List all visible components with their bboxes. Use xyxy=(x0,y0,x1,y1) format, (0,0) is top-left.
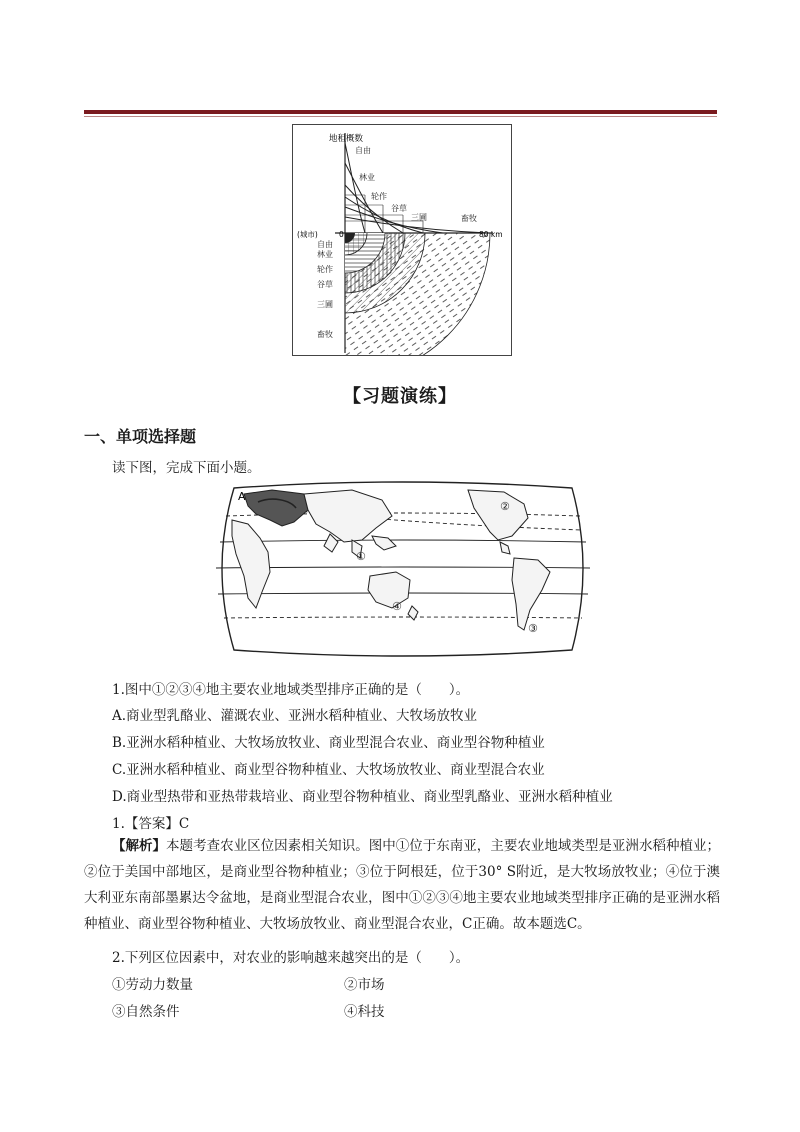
q2-stem: 2.下列区位因素中，对农业的影响越来越突出的是（ ）。 xyxy=(112,950,470,966)
marker-2: ② xyxy=(500,500,510,513)
curve-label-5: 三圃 xyxy=(411,213,427,222)
q1-option-a: A.商业型乳酪业、灌溉农业、亚洲水稻种植业、大牧场放牧业 xyxy=(112,708,478,724)
q1-analysis-text: 本题考查农业区位因素相关知识。图中①位于东南亚，主要农业地域类型是亚洲水稻种植业；②位于美国中部地区，是商业型谷物种植业；③位于阿根廷，位于30° S附近，是大牧场放牧业；④位于澳大利亚东南部墨累达令盆地，是商业型混合农业，图中①②③④地主要农业地域类型排序正确的是亚洲水稻种植业、商业型谷物种植业、大牧场放牧业、商业型混合农业，C正确。故本题选C。 xyxy=(84,838,721,932)
q2-option-4: ④科技 xyxy=(344,1004,385,1020)
y-axis-label: 地租概数 xyxy=(329,134,364,144)
curve-labels xyxy=(355,145,477,223)
thunen-diagram xyxy=(292,124,512,356)
zone-label-4: 谷草 xyxy=(317,280,333,289)
city-label: (城市) xyxy=(297,230,318,239)
header-rule-thin xyxy=(84,116,717,117)
world-map xyxy=(212,480,592,658)
marker-4: ④ xyxy=(392,600,402,613)
zone-label-2: 林业 xyxy=(317,250,333,259)
curve-label-4: 谷草 xyxy=(391,204,407,213)
q1-analysis-tag: 【解析】 xyxy=(112,838,167,854)
q1-answer-tag: 1.【答案】 xyxy=(112,816,179,832)
zone-label-6: 畜牧 xyxy=(317,330,333,339)
q1-stem: 1.图中①②③④地主要农业地域类型排序正确的是（ ）。 xyxy=(112,682,470,698)
q1-option-d: D.商业型热带和亚热带栽培业、商业型谷物种植业、商业型乳酪业、亚洲水稻种植业 xyxy=(112,789,613,805)
curve-label-1: 自由 xyxy=(355,146,371,155)
q1-option-c: C.亚洲水稻种植业、商业型谷物种植业、大牧场放牧业、商业型混合农业 xyxy=(112,762,545,778)
q1-option-b: B.亚洲水稻种植业、大牧场放牧业、商业型混合农业、商业型谷物种植业 xyxy=(112,735,545,751)
distance-label: 80 km xyxy=(479,230,503,239)
part-heading: 一、单项选择题 xyxy=(84,427,197,446)
q2-option-2: ②市场 xyxy=(344,977,385,993)
zone-label-5: 三圃 xyxy=(317,300,333,309)
thunen-diagram-svg xyxy=(293,125,511,355)
map-label-a: A xyxy=(238,490,246,503)
q1-answer xyxy=(112,812,189,832)
marker-1: ① xyxy=(356,550,366,563)
zone-labels xyxy=(317,239,333,339)
intro-text: 读下图，完成下面小题。 xyxy=(112,460,261,476)
marker-3: ③ xyxy=(528,622,538,635)
curve-label-3: 轮作 xyxy=(371,192,387,201)
header-rule xyxy=(84,110,717,114)
origin-label: 0 xyxy=(339,230,344,239)
q1-answer-value: C xyxy=(178,816,190,832)
section-title: 【习题演练】 xyxy=(343,386,457,407)
curve-label-6: 畜牧 xyxy=(461,214,477,223)
q1-analysis xyxy=(84,833,720,937)
world-map-svg xyxy=(212,480,592,658)
q2-option-3: ③自然条件 xyxy=(112,1004,180,1020)
q2-option-1: ①劳动力数量 xyxy=(112,977,193,993)
zone-label-1: 自由 xyxy=(317,240,333,249)
zone-label-3: 轮作 xyxy=(317,265,333,274)
curve-label-2: 林业 xyxy=(359,173,375,182)
